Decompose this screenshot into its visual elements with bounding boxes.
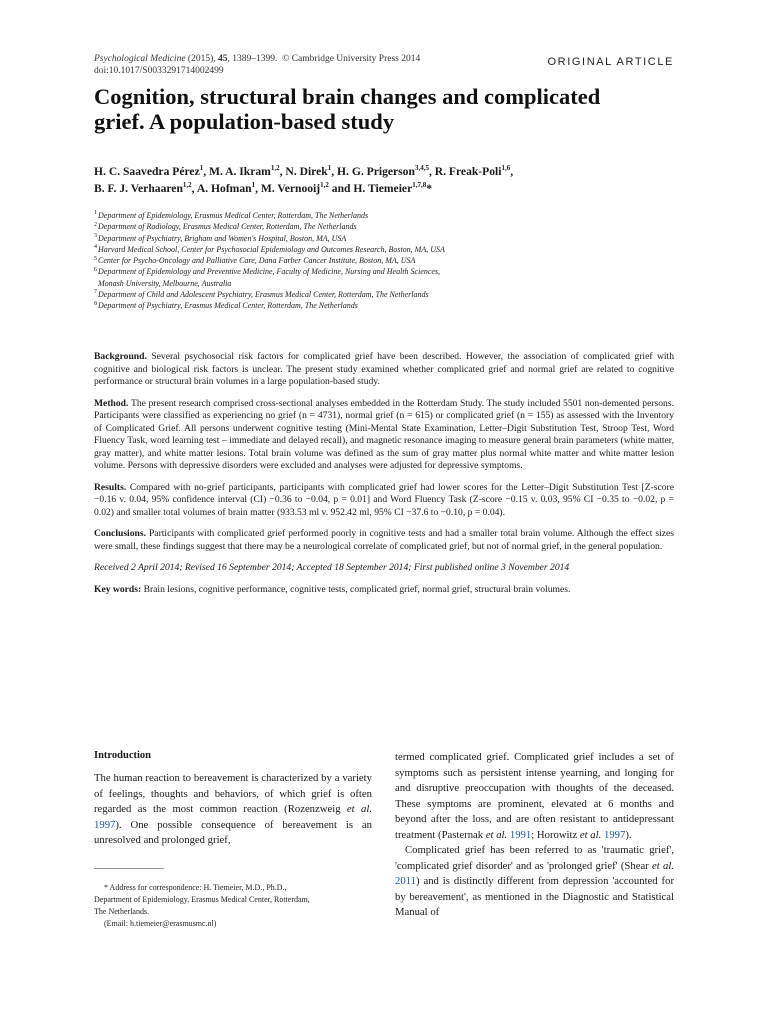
corresponding-mark: * bbox=[426, 182, 433, 195]
affiliation: $^7$Department of Child and Adolescent Psychiatry, Erasmus Medical Center, Rotterdam, The Netherlands bbox=[94, 289, 429, 300]
citation-link[interactable]: 2011 bbox=[395, 875, 416, 887]
copyright: © Cambridge University Press 2014 bbox=[282, 54, 421, 64]
keywords: Key words: Brain lesions, cognitive performance, cognitive tests, complicated grief, normal grief, structural brain volumes. bbox=[94, 583, 571, 595]
section-heading-introduction: Introduction bbox=[94, 750, 151, 761]
affiliation: $^4$Harvard Medical School, Center for Psychosocial Epidemiology and Outcomes Research, Boston, MA, USA bbox=[94, 244, 445, 254]
author: M. A. Ikram$^{1,2}$ bbox=[209, 164, 280, 178]
abstract bbox=[94, 351, 674, 605]
affiliation: $^8$Department of Psychiatry, Erasmus Medical Center, Rotterdam, The Netherlands bbox=[94, 300, 358, 311]
intro-paragraph: The human reaction to bereavement is characterized by a variety of feelings, thoughts and behaviors, of which grief is often regarded as the most common reaction (Rozenzweig et al. 1997). One possible consequence of bereavement is an unresolved and prolonged grief, bbox=[94, 772, 372, 846]
authors-conjunction: and bbox=[331, 182, 351, 195]
affiliation: $^5$Center for Psycho-Oncology and Palliative Care, Dana Farber Cancer Institute, Boston, MA, USA bbox=[94, 255, 416, 266]
received-dates: Received 2 April 2014; Revised 16 September 2014; Accepted 18 September 2014; First published online 3 November 2014 bbox=[94, 562, 570, 573]
author: A. Hofman$^1$ bbox=[196, 181, 256, 195]
article-type-label: ORIGINAL ARTICLE bbox=[547, 56, 674, 68]
affiliation: $^3$Department of Psychiatry, Brigham and Women's Hospital, Boston, MA, USA bbox=[94, 232, 347, 243]
abstract-results: Results. Compared with no-grief participants, participants with complicated grief had lower scores for the Letter–Digit Substitution Test [Z-score −0.16 v. 0.04, 95% confidence interval (CI) −0.36 to −0.04, p = 0.01] and Word Fluency Task (Z-score −0.15 v. 0.03, 95% CI −0.35 to −0.02, p = 0.02) and smaller total volumes of brain matter (933.53 ml v. 952.42 ml, 95% CI −37.6 to −0.10, p = 0.04). bbox=[94, 481, 674, 518]
citation-line bbox=[94, 53, 420, 65]
author: H. G. Prigerson$^{3,4,5}$ bbox=[337, 164, 429, 178]
citation-link[interactable]: 1991 bbox=[509, 828, 532, 841]
affiliation: $^2$Department of Radiology, Erasmus Medical Center, Rotterdam, The Netherlands bbox=[94, 221, 357, 232]
affiliation-list bbox=[94, 210, 674, 312]
journal-pages: , 1389–1399. bbox=[227, 54, 278, 64]
abstract-method: Method. The present research comprised cross-sectional analyses embedded in the Rotterdam Study. The study included 5501 non-demented persons. Participants were classified as experiencing no grief (n = 4731), normal grief (n = 615) or complicated grief (n = 155) as assessed with the Inventory of Complicated Grief. All persons underwent cognitive testing (Mini-Mental State Examination, Letter–Digit Substitution Test, Stroop Test, Word Fluency Task, word learning test – immediate and delayed recall), and magnetic resonance imaging to measure general brain parameters (white matter, gray matter), and white matter lesions. Total brain volume was defined as the sum of gray matter plus normal white matter and white matter lesion volume. Persons with depressive disorders were excluded and analyses were adjusted for depressive symptoms. bbox=[94, 397, 674, 471]
intro-left-column bbox=[94, 771, 372, 849]
journal-volume: 45 bbox=[218, 54, 228, 64]
affiliation-continuation: Monash University, Melbourne, Australia bbox=[98, 278, 232, 288]
journal-name: Psychological Medicine bbox=[94, 54, 186, 64]
citation-link[interactable]: 1997 bbox=[603, 828, 626, 841]
intro-paragraph: Complicated grief has been referred to as 'traumatic grief', 'complicated grief disorder' and as 'prolonged grief' (Shear et al. 2011) and is distinctly different from depression 'accounted for by bereavement', as mentioned in the Diagnostic and Statistical Manual of bbox=[395, 844, 674, 918]
footnote-divider bbox=[94, 868, 164, 869]
journal-year: (2015), bbox=[187, 54, 216, 64]
abstract-conclusions: Conclusions. Participants with complicated grief performed poorly in cognitive tests and had a smaller total brain volume. Although the effect sizes were small, these findings suggest that there may be a neurological correlate of complicated grief, but not of normal grief, in the general population. bbox=[94, 528, 674, 552]
affiliation: $^6$Department of Epidemiology and Preventive Medicine, Faculty of Medicine, Nursing and Health Sciences, bbox=[94, 266, 441, 277]
email-link[interactable]: (Email: h.tiemeier@erasmusmc.nl) bbox=[104, 919, 217, 928]
author: B. F. J. Verhaaren$^{1,2}$ bbox=[94, 181, 192, 195]
author: N. Direk$^1$ bbox=[285, 164, 332, 178]
author: M. Vernooij$^{1,2}$ bbox=[260, 181, 329, 195]
doi[interactable]: doi:10.1017/S0033291714002499 bbox=[94, 66, 224, 76]
affiliation: $^1$Department of Epidemiology, Erasmus Medical Center, Rotterdam, The Netherlands bbox=[94, 210, 369, 220]
abstract-background: Background. Several psychosocial risk factors for complicated grief have been described. However, the association of complicated grief with cognitive and biological risk factors is unclear. The present study examined whether complicated grief and normal grief are related to cognitive performance or structural brain volumes in a large population-based study. bbox=[94, 351, 675, 387]
article-title: Cognition, structural brain changes and complicated grief. A population-based study bbox=[94, 84, 601, 134]
author: H. Tiemeier$^{1,7,8}$* bbox=[353, 181, 433, 195]
author-list: H. C. Saavedra Pérez$^1$, M. A. Ikram$^{1,2}$, N. Direk$^1$, H. G. Prigerson$^{3,4,5}$, R. Freak-Poli$^{1,6}$, B. F. J. Verhaaren$^{1,2}$, A. Hofman$^1$, M. Vernooij$^{1,2}$ and H. Tiemeier$^{1,7,8}$* bbox=[94, 164, 514, 195]
author: R. Freak-Poli$^{1,6}$ bbox=[434, 164, 511, 178]
intro-right-column bbox=[395, 750, 674, 921]
correspondence-footnote: * Address for correspondence: H. Tiemeier, M.D., Ph.D., Department of Epidemiology, Erasmus Medical Center, Rotterdam, The Netherlands. (Email: h.tiemeier@erasmusmc.nl) bbox=[94, 882, 372, 930]
citation-link[interactable]: 1997 bbox=[94, 818, 116, 831]
journal-reference bbox=[94, 53, 420, 77]
author: H. C. Saavedra Pérez$^1$ bbox=[94, 164, 204, 178]
intro-paragraph: termed complicated grief. Complicated grief includes a set of symptoms such as persistent intense yearning, and longing for and disruptive preoccupation with thoughts of the deceased. These symptoms are prominent, elevated at 6 months and beyond after the loss, and are often resistant to antidepressant treatment (Pasternak et al. 1991; Horowitz et al. 1997). bbox=[395, 751, 674, 841]
